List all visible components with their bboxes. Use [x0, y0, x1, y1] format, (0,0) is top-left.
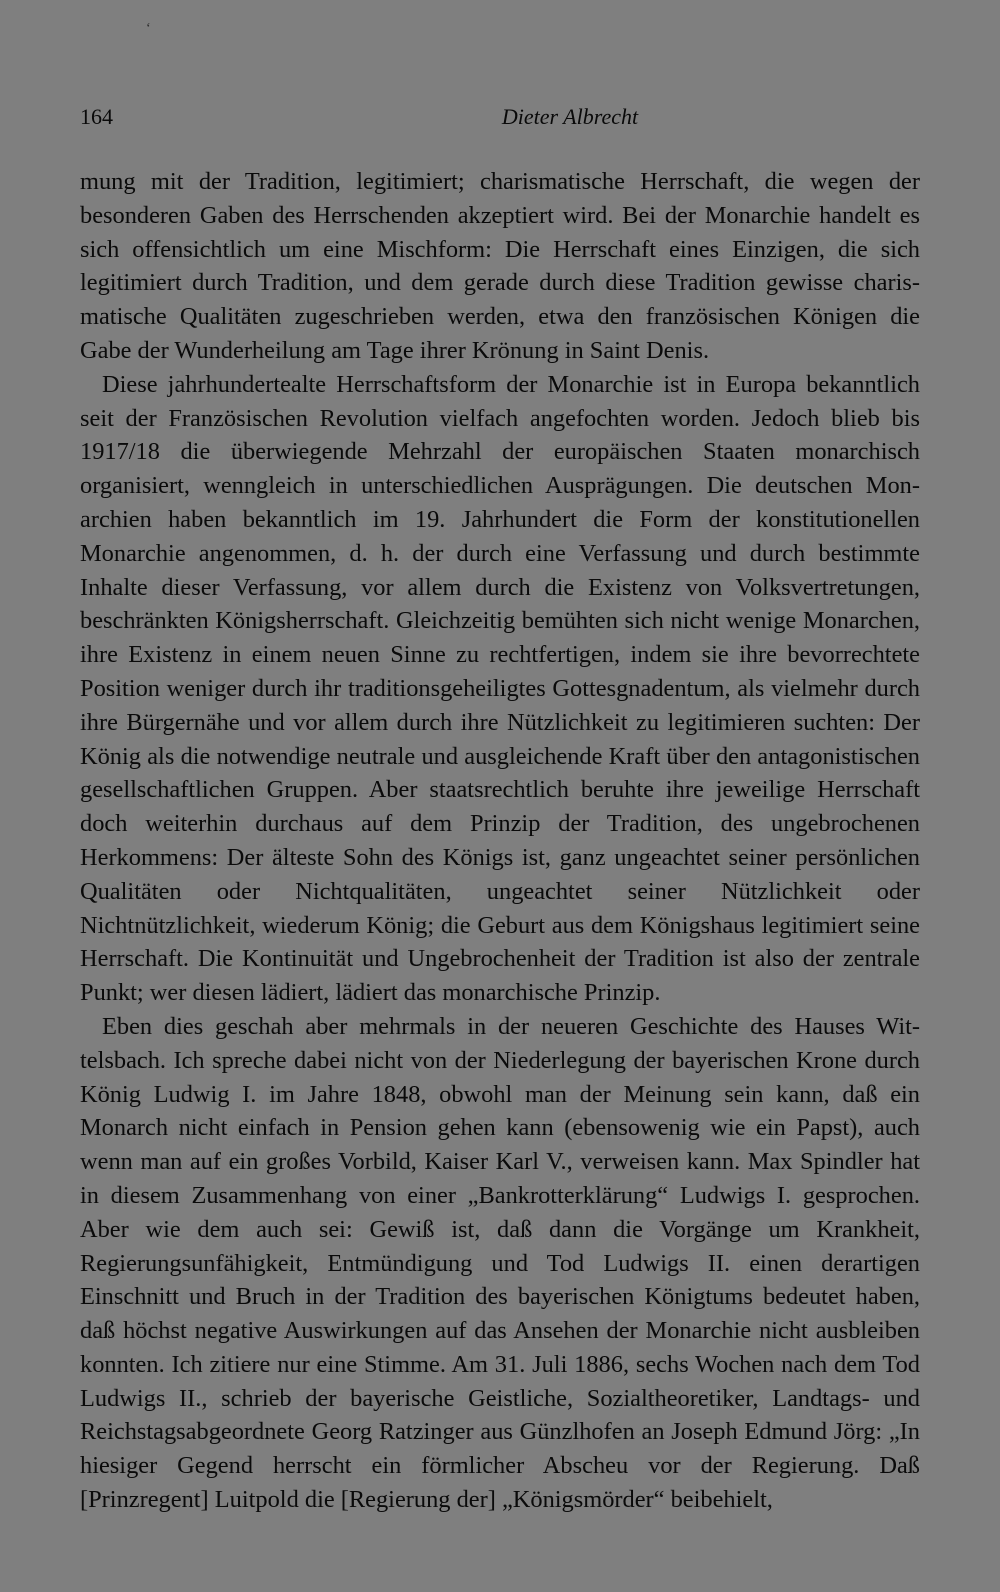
body-text	[80, 165, 920, 1517]
paragraph-1: mung mit der Tradition, legitimiert; charismatische Herrschaft, die wegen der besonderen Gaben des Herrschenden akzeptiert wird. Bei der Monarchie handelt es sich offensichtlich um eine Mischform: Die Herrschaft eines Einzigen, die sich legitimiert durch Tradition, und dem gerade durch diese Tradition gewisse charismatische Qualitäten zugeschrieben werden, etwa den französischen Königen die Gabe der Wunderheilung am Tage ihrer Krönung in Saint Denis.	[80, 168, 920, 364]
paragraph-3: Eben dies geschah aber mehrmals in der neueren Geschichte des Hauses Wittelsbach. Ich spreche dabei nicht von der Niederlegung der bayerischen Krone durch König Ludwig I. im Jahre 1848, obwohl man der Meinung sein kann, daß ein Monarch nicht einfach in Pension gehen kann (ebensowenig wie ein Papst), auch wenn man auf ein großes Vorbild, Kaiser Karl V., verweisen kann. Max Spindler hat in diesem Zusammenhang von einer „Bankrotterklärung“ Ludwigs I. gesprochen. Aber wie dem auch sei: Gewiß ist, daß dann die Vorgänge um Krankheit, Regierungsunfähigkeit, Entmündigung und Tod Ludwigs II. einen derartigen Einschnitt und Bruch in der Tradition des bayerischen Königtums bedeutet haben, daß höchst negative Auswirkungen auf das Ansehen der Monarchie nicht ausbleiben konnten. Ich zitiere nur eine Stimme. Am 31. Juli 1886, sechs Wochen nach dem Tod Ludwigs II., schrieb der bayerische Geistliche, Sozialtheoretiker, Landtags- und Reichstagsabgeordnete Georg Ratzinger aus Günzlhofen an Joseph Edmund Jörg: „In hiesiger Gegend herrscht ein förmlicher Abscheu vor der Regierung. Daß [Prinzregent] Luitpold die [Regierung der] „Königsmörder“ beibehielt,	[80, 1012, 920, 1514]
paragraph-2: Diese jahrhundertealte Herrschaftsform der Monarchie ist in Europa bekanntlich seit der Französischen Revolution vielfach angefochten worden. Jedoch blieb bis 1917/18 die überwiegende Mehrzahl der europäischen Staaten monarchisch organisiert, wenngleich in unterschiedlichen Ausprägungen. Die deutschen Monarchien haben bekanntlich im 19. Jahrhundert die Form der konstitutionellen Monarchie angenommen, d. h. der durch eine Verfassung und durch bestimmte Inhalte dieser Verfassung, vor allem durch die Existenz von Volksvertretungen, beschränkten Königsherrschaft. Gleichzeitig bemühten sich nicht wenige Monarchen, ihre Existenz in einem neuen Sinne zu rechtfertigen, indem sie ihre bevorrechtete Position weniger durch ihr traditionsgeheiligtes Gottesgnadentum, als vielmehr durch ihre Bürgernähe und vor allem durch ihre Nützlichkeit zu legitimieren suchten: Der König als die notwendige neutrale und ausgleichende Kraft über den antagonistischen gesellschaftlichen Gruppen. Aber staatsrechtlich beruhte ihre jeweilige Herrschaft doch weiterhin durchaus auf dem Prinzip der Tradition, des ungebrochenen Herkommens: Der älteste Sohn des Königs ist, ganz ungeachtet seiner persönlichen Qualitäten oder Nichtqualitäten, ungeachtet seiner Nützlichkeit oder Nichtnützlichkeit, wiederum König; die Geburt aus dem Königshaus legitimiert seine Herrschaft. Die Kontinuität und Ungebrochenheit der Tradition ist also der zentrale Punkt; wer diesen lädiert, lädiert das monarchische Prinzip.	[80, 370, 920, 1007]
scan-speck: ‘	[146, 21, 151, 36]
running-head-author: Dieter Albrecht	[501, 104, 639, 129]
page-header	[80, 100, 920, 134]
page-number: 164	[80, 104, 113, 129]
